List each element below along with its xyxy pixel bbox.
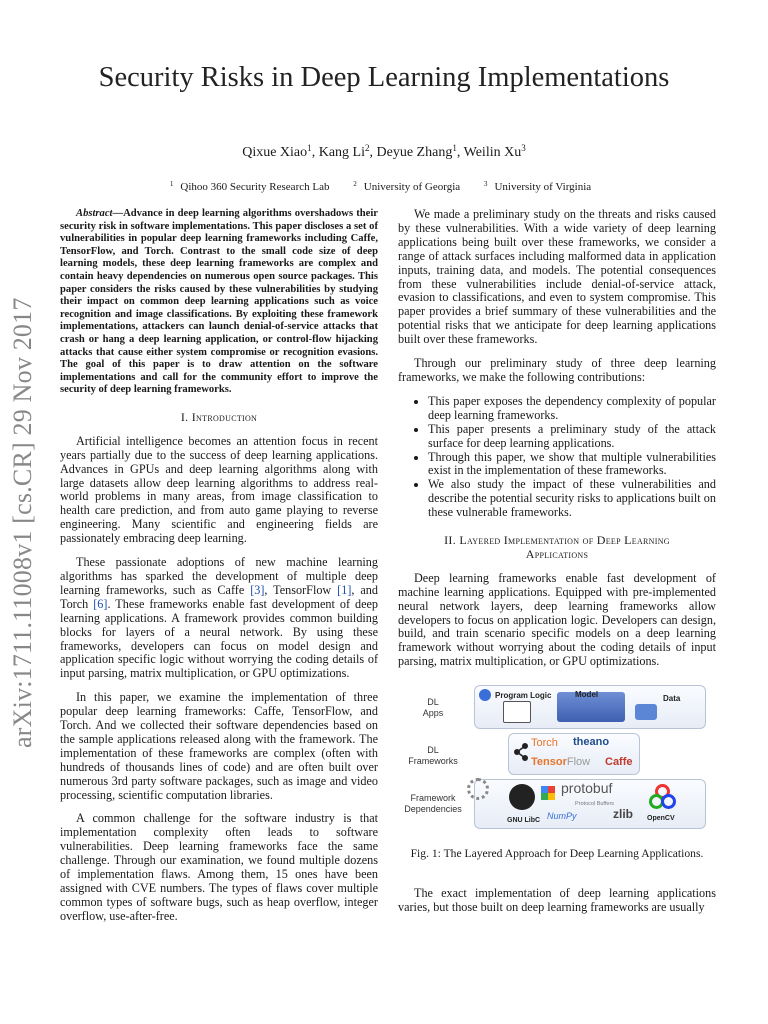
author: Deyue Zhang$^1$, [376, 143, 464, 160]
list-item: • Through this paper, we show that multiple vulnerabilities exist in the implementation of these frameworks. [428, 451, 716, 479]
paragraph: Artificial intelligence becomes an attention focus in recent years partially due to the success of deep learning applications. Advances in GPUs and deep learning algorithms along with large datasets allow deep learning algorithms to address real-world problems in many areas, from image classification to health care prediction, and from auto game playing to reverse engineering. Many scientific and engineering fields are passionately embracing deep learning. [60, 433, 378, 546]
protobuf-logo: protobuf [561, 780, 613, 797]
author: Weilin Xu$^3$ [463, 143, 526, 160]
share-icon [513, 742, 529, 762]
layer-label-frameworks: DL Frameworks [408, 745, 458, 767]
caffe-logo: Caffe [605, 756, 633, 769]
abstract: Abstract—Advance in deep learning algorithms overshadows their security risk in software implementations. This paper discloses a set of vulnerabilities in popular deep learning frameworks including Caffe, TensorFlow, and Torch. Contrast to the small code size of deep learning models, these deep learning frameworks are complex and contain heavy dependencies on numerous open source packages. This paper considers the risks caused by these vulnerabilities by studying their impact on common deep learning applications such as voice recognition and image classifications. By exploiting these framework implementations, attackers can launch denial-of-service attacks that crash or hang a deep learning application, or control-flow hijacking attacks that cause either system compromise or recognition evasions. The goal of this paper is to draw attention on the software implementations and call for the community effort to improve the security of deep learning frameworks. [60, 208, 378, 396]
zlib-logo: zlib [613, 807, 633, 822]
section-heading-introduction: I. Introduction [180, 409, 258, 424]
author: Kang Li$^2$, [318, 143, 377, 160]
opencv-label: OpenCV [647, 815, 675, 823]
figure-layered-approach [398, 683, 716, 833]
author-list [0, 145, 768, 161]
layer-box-apps [474, 685, 706, 729]
grid-icon [479, 689, 491, 701]
arxiv-stamp: arXiv:1711.11008v1 [cs.CR] 29 Nov 2017 [8, 297, 37, 748]
paragraph: We made a preliminary study on the threats and risks caused by these vulnerabilities. With a wide variety of deep learning applications being built over these frameworks, we consider a range of attack surfaces including malformed data in application inputs, training data, and models. The potential consequences from these vulnerabilities include denial-of-service attack, evasion to classifications, and even to system compromise. This paper provides a brief summary of these vulnerabilities and the potential risks that we anticipate for deep learning applications built over these frameworks. [398, 207, 716, 347]
section-heading-layered: II. Layered Implementation of Deep Learning Applications [444, 533, 670, 561]
layer-label-apps: DL Apps [422, 697, 444, 719]
data-label: Data [663, 694, 681, 704]
google-icon [541, 786, 555, 800]
left-column [60, 208, 378, 934]
list-item: • This paper exposes the dependency complexity of popular deep learning frameworks. [428, 395, 716, 423]
citation-link[interactable]: [6] [93, 596, 108, 611]
gears-icon [467, 778, 489, 800]
affiliation-list [0, 181, 768, 193]
gnu-libc-label: GNU LibC [507, 817, 541, 825]
gnu-icon [509, 784, 535, 810]
paragraph: A common challenge for the software industry is that implementation complexity often leads to software vulnerabilities. Deep learning frameworks face the same challenge. Through our examination, we found multiple dozens of implementation flaws. Among them, 15 ones have been assigned with CVE numbers. The types of flaws cover multiple common types of software bugs, such as heap overflow, integer overflow, use-after-free. [60, 811, 378, 923]
paper-title: Security Risks in Deep Learning Implementations [98, 62, 670, 93]
database-icon [635, 704, 657, 720]
layer-box-dependencies [474, 779, 706, 829]
list-item: • We also study the impact of these vulnerabilities and describe the potential security risks to applications built on these vulnerable frameworks. [428, 478, 716, 520]
affiliation: $^2$ University of Georgia [353, 180, 461, 193]
model-label: Model [575, 690, 599, 700]
theano-logo: theano [573, 736, 610, 749]
layer-label-dependencies: Framework Dependencies [404, 793, 462, 815]
layer-box-frameworks [508, 733, 640, 775]
torch-logo: Torch [531, 737, 558, 750]
program-logic-label: Program Logic [495, 691, 552, 701]
figure-caption: Fig. 1: The Layered Approach for Deep Learning Applications. [410, 847, 704, 861]
numpy-logo: NumPy [547, 811, 577, 822]
author: Qixue Xiao$^1$, [242, 143, 319, 160]
tensorflow-logo: TensorFlow [531, 756, 591, 769]
paragraph: Deep learning frameworks enable fast development of machine learning applications. Equipped with pre-implemented neural network layers, deep learning frameworks allow developers to focus on application logic. Developers can design, build, and train scenario specific models on a deep learning framework without worrying about the coding details of input parsing, matrix multiplication, or GPU optimizations. [398, 570, 716, 669]
right-column [398, 208, 716, 925]
paragraph: In this paper, we examine the implementation of three popular deep learning frameworks: Caffe, TensorFlow, and Torch. And we collected their software dependencies based on the sample applications released along with the framework. The implementation of these frameworks are complex (often with hundreds of thousands lines of code) and are often built over numerous 3rd party software packages, such as image and video processing, scientific computation libraries. [60, 690, 378, 802]
list-item: • This paper presents a preliminary study of the attack surface for deep learning applications. [428, 423, 716, 451]
opencv-icon [649, 784, 671, 806]
protobuf-subtitle: Protocol Buffers [575, 801, 615, 808]
paragraph: Through our preliminary study of three deep learning frameworks, we make the following contributions: [398, 356, 716, 384]
citation-link[interactable]: [3] [250, 582, 265, 597]
affiliation: $^3$ University of Virginia [483, 180, 592, 193]
citation-link[interactable]: [1] [337, 582, 352, 597]
affiliation: $^1$ Qihoo 360 Security Research Lab [169, 180, 330, 193]
contribution-list [398, 395, 716, 520]
paragraph: The exact implementation of deep learning applications varies, but those built on deep learning frameworks are usually [398, 886, 716, 914]
app-window-icon [503, 701, 531, 723]
paragraph: These passionate adoptions of new machine learning algorithms has sparked the development of multiple deep learning frameworks, such as Caffe [3], TensorFlow [1], and Torch [6]. These frameworks enable fast development of deep learning applications. A framework provides common building blocks for layers of a neural network. By using these frameworks, developers can focus on model design and application specific logic without worrying the coding details of input parsing, matrix multiplication, or GPU optimizations. [60, 555, 379, 681]
